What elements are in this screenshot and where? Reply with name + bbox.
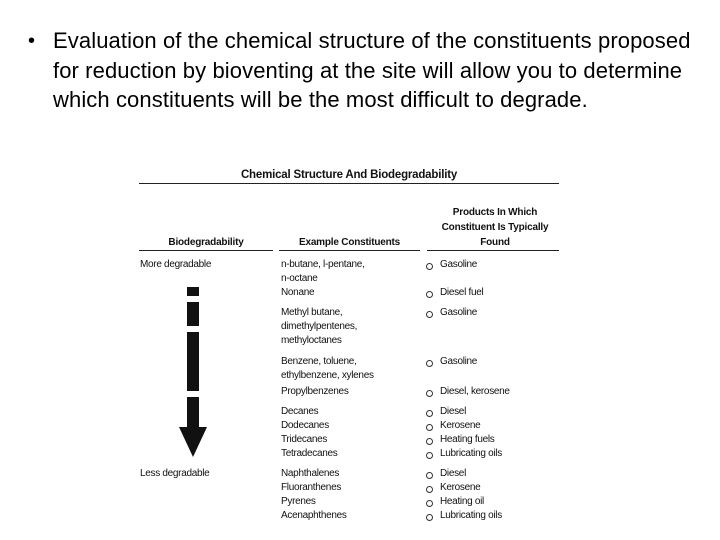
- constituent-line: Benzene, toluene,: [281, 356, 357, 367]
- constituent-line: Decanes: [281, 406, 319, 417]
- constituent-line: Nonane: [281, 287, 315, 298]
- arrow-dash-3: [187, 332, 199, 391]
- constituent-line: Dodecanes: [281, 420, 329, 431]
- product-line: Diesel: [440, 468, 466, 479]
- product-bullet: [426, 472, 433, 479]
- group-4-product: Gasoline: [440, 356, 478, 367]
- constituent-line: Propylbenzenes: [281, 386, 349, 397]
- title-rule: [139, 183, 559, 184]
- group-6-constituents: [281, 405, 337, 461]
- header-products: [427, 205, 563, 250]
- constituent-line: Pyrenes: [281, 496, 316, 507]
- group-7-products: [440, 467, 502, 523]
- constituent-line: dimethylpentenes,: [281, 321, 358, 332]
- group-5-product: Diesel, kerosene: [440, 386, 510, 397]
- header-constituents: Example Constituents: [298, 237, 401, 248]
- product-line: Kerosene: [440, 482, 481, 493]
- biodegradability-table: [139, 165, 559, 535]
- arrow-dash-1: [187, 287, 199, 296]
- constituent-line: n-octane: [281, 273, 318, 284]
- constituent-line: Fluoranthenes: [281, 482, 342, 493]
- product-bullet: [426, 410, 433, 417]
- header-biodegradability: Biodegradability: [168, 237, 244, 248]
- product-bullet: [426, 452, 433, 459]
- product-bullet: [426, 263, 433, 270]
- product-bullet: [426, 390, 433, 397]
- arrow-shaft: [187, 397, 199, 429]
- constituent-line: Tridecanes: [281, 434, 328, 445]
- group-4-constituents: [281, 355, 374, 383]
- product-line: Kerosene: [440, 420, 481, 431]
- product-bullet: [426, 424, 433, 431]
- constituent-line: Methyl butane,: [281, 307, 343, 318]
- group-3-product: Gasoline: [440, 307, 478, 318]
- product-line: Heating oil: [440, 496, 484, 507]
- product-bullet: [426, 360, 433, 367]
- bullet-point: [28, 26, 708, 115]
- bullet-text: Evaluation of the chemical structure of the constituents proposed for reduction by bioventing at the site will allow you to determine which constituents will be the most difficult to degrade.: [53, 28, 691, 112]
- bullet-marker: •: [28, 30, 36, 52]
- product-line: Diesel: [440, 406, 466, 417]
- label-more-degradable: More degradable: [140, 259, 212, 270]
- group-1-constituents: [281, 258, 365, 286]
- group-7-constituents: [281, 467, 347, 523]
- product-bullet: [426, 486, 433, 493]
- group-1-product: Gasoline: [440, 259, 478, 270]
- header-rule-2: [279, 250, 420, 251]
- product-bullet: [426, 500, 433, 507]
- constituent-line: methyloctanes: [281, 335, 342, 346]
- table-title: Chemical Structure And Biodegradability: [240, 169, 458, 181]
- arrow-dash-2: [187, 302, 199, 326]
- group-3-constituents: [281, 306, 357, 348]
- label-less-degradable: Less degradable: [140, 468, 210, 479]
- product-line: Lubricating oils: [440, 510, 502, 521]
- group-6-products: [440, 405, 502, 461]
- product-line: Heating fuels: [440, 434, 495, 445]
- constituent-line: Naphthalenes: [281, 468, 340, 479]
- group-2-product: Diesel fuel: [440, 287, 484, 298]
- header-products-line-3: Found: [480, 237, 510, 248]
- constituent-line: n-butane, l-pentane,: [281, 259, 365, 270]
- arrow-head: [179, 427, 207, 457]
- product-bullet: [426, 311, 433, 318]
- group-5-constituents: [281, 385, 349, 399]
- header-rule-3: [427, 250, 559, 251]
- product-bullet: [426, 291, 433, 298]
- product-line: Lubricating oils: [440, 448, 502, 459]
- group-2-constituents: [281, 286, 314, 300]
- product-bullet: [426, 438, 433, 445]
- header-products-line-2: Constituent Is Typically: [441, 222, 549, 233]
- header-products-line-1: Products In Which: [452, 207, 538, 218]
- product-bullet: [426, 514, 433, 521]
- constituent-line: Tetradecanes: [281, 448, 338, 459]
- constituent-line: Acenaphthenes: [281, 510, 347, 521]
- constituent-line: ethylbenzene, xylenes: [281, 370, 374, 381]
- header-rule-1: [139, 250, 273, 251]
